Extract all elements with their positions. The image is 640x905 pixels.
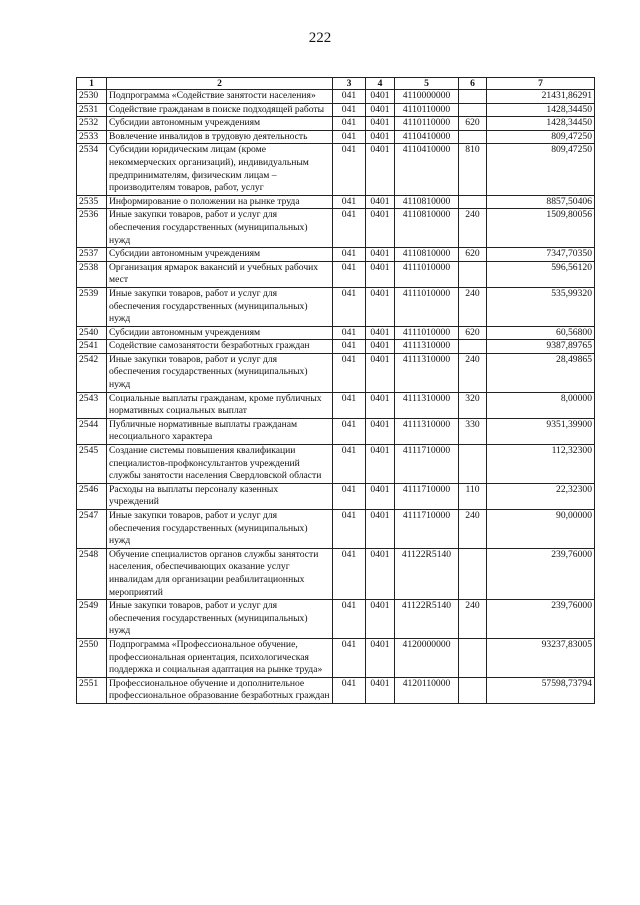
table-row — [77, 90, 595, 104]
row-section-code: 0401 — [366, 144, 395, 195]
row-number: 2540 — [77, 326, 107, 340]
row-target-code: 41122R5140 — [395, 600, 459, 639]
row-expense-type: 110 — [459, 483, 487, 509]
table-row — [77, 248, 595, 262]
row-target-code: 4110810000 — [395, 248, 459, 262]
budget-table — [76, 77, 595, 704]
row-sum: 57598,73794 — [487, 677, 595, 703]
header-col-6: 6 — [459, 78, 487, 90]
row-target-code: 4111010000 — [395, 287, 459, 326]
row-sum: 809,47250 — [487, 144, 595, 195]
row-name: Подпрограмма «Содействие занятости населения» — [107, 90, 333, 104]
row-ministry-code: 041 — [333, 287, 366, 326]
row-number: 2536 — [77, 209, 107, 248]
row-ministry-code: 041 — [333, 638, 366, 677]
row-name: Иные закупки товаров, работ и услуг для обеспечения государственных (муниципальных) нужд — [107, 287, 333, 326]
row-sum: 93237,83005 — [487, 638, 595, 677]
row-name: Вовлечение инвалидов в трудовую деятельность — [107, 130, 333, 144]
row-expense-type — [459, 103, 487, 117]
row-section-code: 0401 — [366, 103, 395, 117]
row-name: Субсидии автономным учреждениям — [107, 117, 333, 131]
row-sum: 535,99320 — [487, 287, 595, 326]
row-sum: 1428,34450 — [487, 103, 595, 117]
row-ministry-code: 041 — [333, 326, 366, 340]
row-expense-type: 240 — [459, 209, 487, 248]
row-number: 2547 — [77, 510, 107, 549]
table-row — [77, 483, 595, 509]
row-expense-type: 620 — [459, 326, 487, 340]
row-expense-type — [459, 261, 487, 287]
row-number: 2532 — [77, 117, 107, 131]
row-ministry-code: 041 — [333, 600, 366, 639]
row-section-code: 0401 — [366, 287, 395, 326]
row-number: 2548 — [77, 548, 107, 599]
row-section-code: 0401 — [366, 261, 395, 287]
row-section-code: 0401 — [366, 353, 395, 392]
table-row — [77, 353, 595, 392]
row-number: 2531 — [77, 103, 107, 117]
row-sum: 1509,80056 — [487, 209, 595, 248]
row-expense-type — [459, 195, 487, 209]
row-number: 2549 — [77, 600, 107, 639]
header-col-3: 3 — [333, 78, 366, 90]
table-row — [77, 144, 595, 195]
row-target-code: 4111310000 — [395, 340, 459, 354]
row-sum: 8857,50406 — [487, 195, 595, 209]
table-row — [77, 261, 595, 287]
table-row — [77, 510, 595, 549]
row-ministry-code: 041 — [333, 418, 366, 444]
header-col-7: 7 — [487, 78, 595, 90]
table-row — [77, 287, 595, 326]
row-sum: 9387,89765 — [487, 340, 595, 354]
row-name: Иные закупки товаров, работ и услуг для обеспечения государственных (муниципальных) нужд — [107, 209, 333, 248]
row-target-code: 4111710000 — [395, 445, 459, 484]
row-name: Информирование о положении на рынке труда — [107, 195, 333, 209]
row-number: 2542 — [77, 353, 107, 392]
row-expense-type — [459, 90, 487, 104]
row-expense-type — [459, 677, 487, 703]
row-sum: 90,00000 — [487, 510, 595, 549]
row-target-code: 4110810000 — [395, 209, 459, 248]
row-ministry-code: 041 — [333, 130, 366, 144]
row-sum: 809,47250 — [487, 130, 595, 144]
table-row — [77, 130, 595, 144]
row-expense-type — [459, 130, 487, 144]
row-expense-type: 620 — [459, 248, 487, 262]
table-row — [77, 677, 595, 703]
row-target-code: 4110000000 — [395, 90, 459, 104]
row-name: Обучение специалистов органов службы занятости населения, обеспечивающих оказание услуг инвалидам для организации реабилитационных мероприятий — [107, 548, 333, 599]
row-sum: 21431,86291 — [487, 90, 595, 104]
row-target-code: 4120000000 — [395, 638, 459, 677]
header-col-5: 5 — [395, 78, 459, 90]
row-number: 2545 — [77, 445, 107, 484]
row-target-code: 4111310000 — [395, 392, 459, 418]
row-target-code: 41122R5140 — [395, 548, 459, 599]
row-name: Публичные нормативные выплаты гражданам несоциального характера — [107, 418, 333, 444]
row-section-code: 0401 — [366, 638, 395, 677]
row-section-code: 0401 — [366, 248, 395, 262]
row-expense-type — [459, 340, 487, 354]
row-name: Субсидии автономным учреждениям — [107, 326, 333, 340]
row-ministry-code: 041 — [333, 353, 366, 392]
row-target-code: 4111710000 — [395, 483, 459, 509]
table-row — [77, 445, 595, 484]
row-name: Содействие самозанятости безработных граждан — [107, 340, 333, 354]
header-col-2: 2 — [107, 78, 333, 90]
row-expense-type: 330 — [459, 418, 487, 444]
row-name: Иные закупки товаров, работ и услуг для обеспечения государственных (муниципальных) нужд — [107, 510, 333, 549]
row-expense-type — [459, 445, 487, 484]
row-section-code: 0401 — [366, 677, 395, 703]
row-number: 2550 — [77, 638, 107, 677]
row-expense-type — [459, 638, 487, 677]
row-name: Расходы на выплаты персоналу казенных учреждений — [107, 483, 333, 509]
row-section-code: 0401 — [366, 418, 395, 444]
row-name: Создание системы повышения квалификации специалистов-профконсультантов учреждений службы занятости населения Свердловской области — [107, 445, 333, 484]
row-section-code: 0401 — [366, 209, 395, 248]
row-section-code: 0401 — [366, 195, 395, 209]
row-ministry-code: 041 — [333, 445, 366, 484]
row-target-code: 4111710000 — [395, 510, 459, 549]
row-number: 2544 — [77, 418, 107, 444]
table-header — [77, 78, 595, 90]
row-name: Организация ярмарок вакансий и учебных рабочих мест — [107, 261, 333, 287]
row-section-code: 0401 — [366, 483, 395, 509]
table-row — [77, 340, 595, 354]
table-row — [77, 638, 595, 677]
row-section-code: 0401 — [366, 90, 395, 104]
row-name: Профессиональное обучение и дополнительное профессиональное образование безработных граждан — [107, 677, 333, 703]
row-ministry-code: 041 — [333, 117, 366, 131]
row-sum: 60,56800 — [487, 326, 595, 340]
row-section-code: 0401 — [366, 600, 395, 639]
row-expense-type: 240 — [459, 510, 487, 549]
row-name: Иные закупки товаров, работ и услуг для обеспечения государственных (муниципальных) нужд — [107, 600, 333, 639]
row-target-code: 4110110000 — [395, 117, 459, 131]
row-number: 2533 — [77, 130, 107, 144]
row-section-code: 0401 — [366, 340, 395, 354]
header-col-4: 4 — [366, 78, 395, 90]
row-expense-type: 810 — [459, 144, 487, 195]
row-sum: 28,49865 — [487, 353, 595, 392]
row-target-code: 4110810000 — [395, 195, 459, 209]
row-section-code: 0401 — [366, 548, 395, 599]
row-ministry-code: 041 — [333, 261, 366, 287]
table-row — [77, 326, 595, 340]
table-row — [77, 195, 595, 209]
row-section-code: 0401 — [366, 117, 395, 131]
row-sum: 239,76000 — [487, 548, 595, 599]
row-section-code: 0401 — [366, 326, 395, 340]
table-row — [77, 209, 595, 248]
table-row — [77, 418, 595, 444]
row-ministry-code: 041 — [333, 483, 366, 509]
table-row — [77, 117, 595, 131]
row-name: Иные закупки товаров, работ и услуг для обеспечения государственных (муниципальных) нужд — [107, 353, 333, 392]
row-name: Субсидии автономным учреждениям — [107, 248, 333, 262]
row-ministry-code: 041 — [333, 677, 366, 703]
row-sum: 239,76000 — [487, 600, 595, 639]
row-sum: 8,00000 — [487, 392, 595, 418]
row-number: 2543 — [77, 392, 107, 418]
table-row — [77, 392, 595, 418]
row-number: 2534 — [77, 144, 107, 195]
row-target-code: 4120110000 — [395, 677, 459, 703]
row-number: 2538 — [77, 261, 107, 287]
row-ministry-code: 041 — [333, 548, 366, 599]
row-section-code: 0401 — [366, 392, 395, 418]
row-ministry-code: 041 — [333, 510, 366, 549]
row-expense-type — [459, 548, 487, 599]
row-sum: 7347,70350 — [487, 248, 595, 262]
row-number: 2530 — [77, 90, 107, 104]
row-name: Социальные выплаты гражданам, кроме публичных нормативных социальных выплат — [107, 392, 333, 418]
row-expense-type: 240 — [459, 600, 487, 639]
row-number: 2541 — [77, 340, 107, 354]
row-ministry-code: 041 — [333, 392, 366, 418]
row-target-code: 4110410000 — [395, 130, 459, 144]
row-section-code: 0401 — [366, 130, 395, 144]
row-ministry-code: 041 — [333, 195, 366, 209]
row-name: Содействие гражданам в поиске подходящей работы — [107, 103, 333, 117]
row-ministry-code: 041 — [333, 340, 366, 354]
row-ministry-code: 041 — [333, 248, 366, 262]
row-target-code: 4111310000 — [395, 353, 459, 392]
row-target-code: 4111010000 — [395, 326, 459, 340]
row-sum: 9351,39900 — [487, 418, 595, 444]
row-number: 2546 — [77, 483, 107, 509]
table-body — [77, 90, 595, 704]
row-ministry-code: 041 — [333, 144, 366, 195]
row-target-code: 4110110000 — [395, 103, 459, 117]
table-row — [77, 548, 595, 599]
row-target-code: 4111310000 — [395, 418, 459, 444]
row-name: Субсидии юридическим лицам (кроме некоммерческих организаций), индивидуальным предпринимателям, физическим лицам – производителям товаров, работ, услуг — [107, 144, 333, 195]
row-section-code: 0401 — [366, 510, 395, 549]
row-sum: 596,56120 — [487, 261, 595, 287]
row-name: Подпрограмма «Профессиональное обучение, профессиональная ориентация, психологическая поддержка и социальная адаптация на рынке труда» — [107, 638, 333, 677]
row-sum: 112,32300 — [487, 445, 595, 484]
row-expense-type: 240 — [459, 353, 487, 392]
header-col-1: 1 — [77, 78, 107, 90]
row-number: 2539 — [77, 287, 107, 326]
header-row — [77, 78, 595, 90]
row-number: 2537 — [77, 248, 107, 262]
table-row — [77, 103, 595, 117]
row-expense-type: 620 — [459, 117, 487, 131]
table-row — [77, 600, 595, 639]
row-expense-type: 240 — [459, 287, 487, 326]
row-target-code: 4110410000 — [395, 144, 459, 195]
row-sum: 22,32300 — [487, 483, 595, 509]
page-number: 222 — [308, 30, 332, 46]
row-target-code: 4111010000 — [395, 261, 459, 287]
row-ministry-code: 041 — [333, 209, 366, 248]
row-expense-type: 320 — [459, 392, 487, 418]
row-ministry-code: 041 — [333, 103, 366, 117]
row-section-code: 0401 — [366, 445, 395, 484]
row-ministry-code: 041 — [333, 90, 366, 104]
row-number: 2551 — [77, 677, 107, 703]
row-number: 2535 — [77, 195, 107, 209]
row-sum: 1428,34450 — [487, 117, 595, 131]
